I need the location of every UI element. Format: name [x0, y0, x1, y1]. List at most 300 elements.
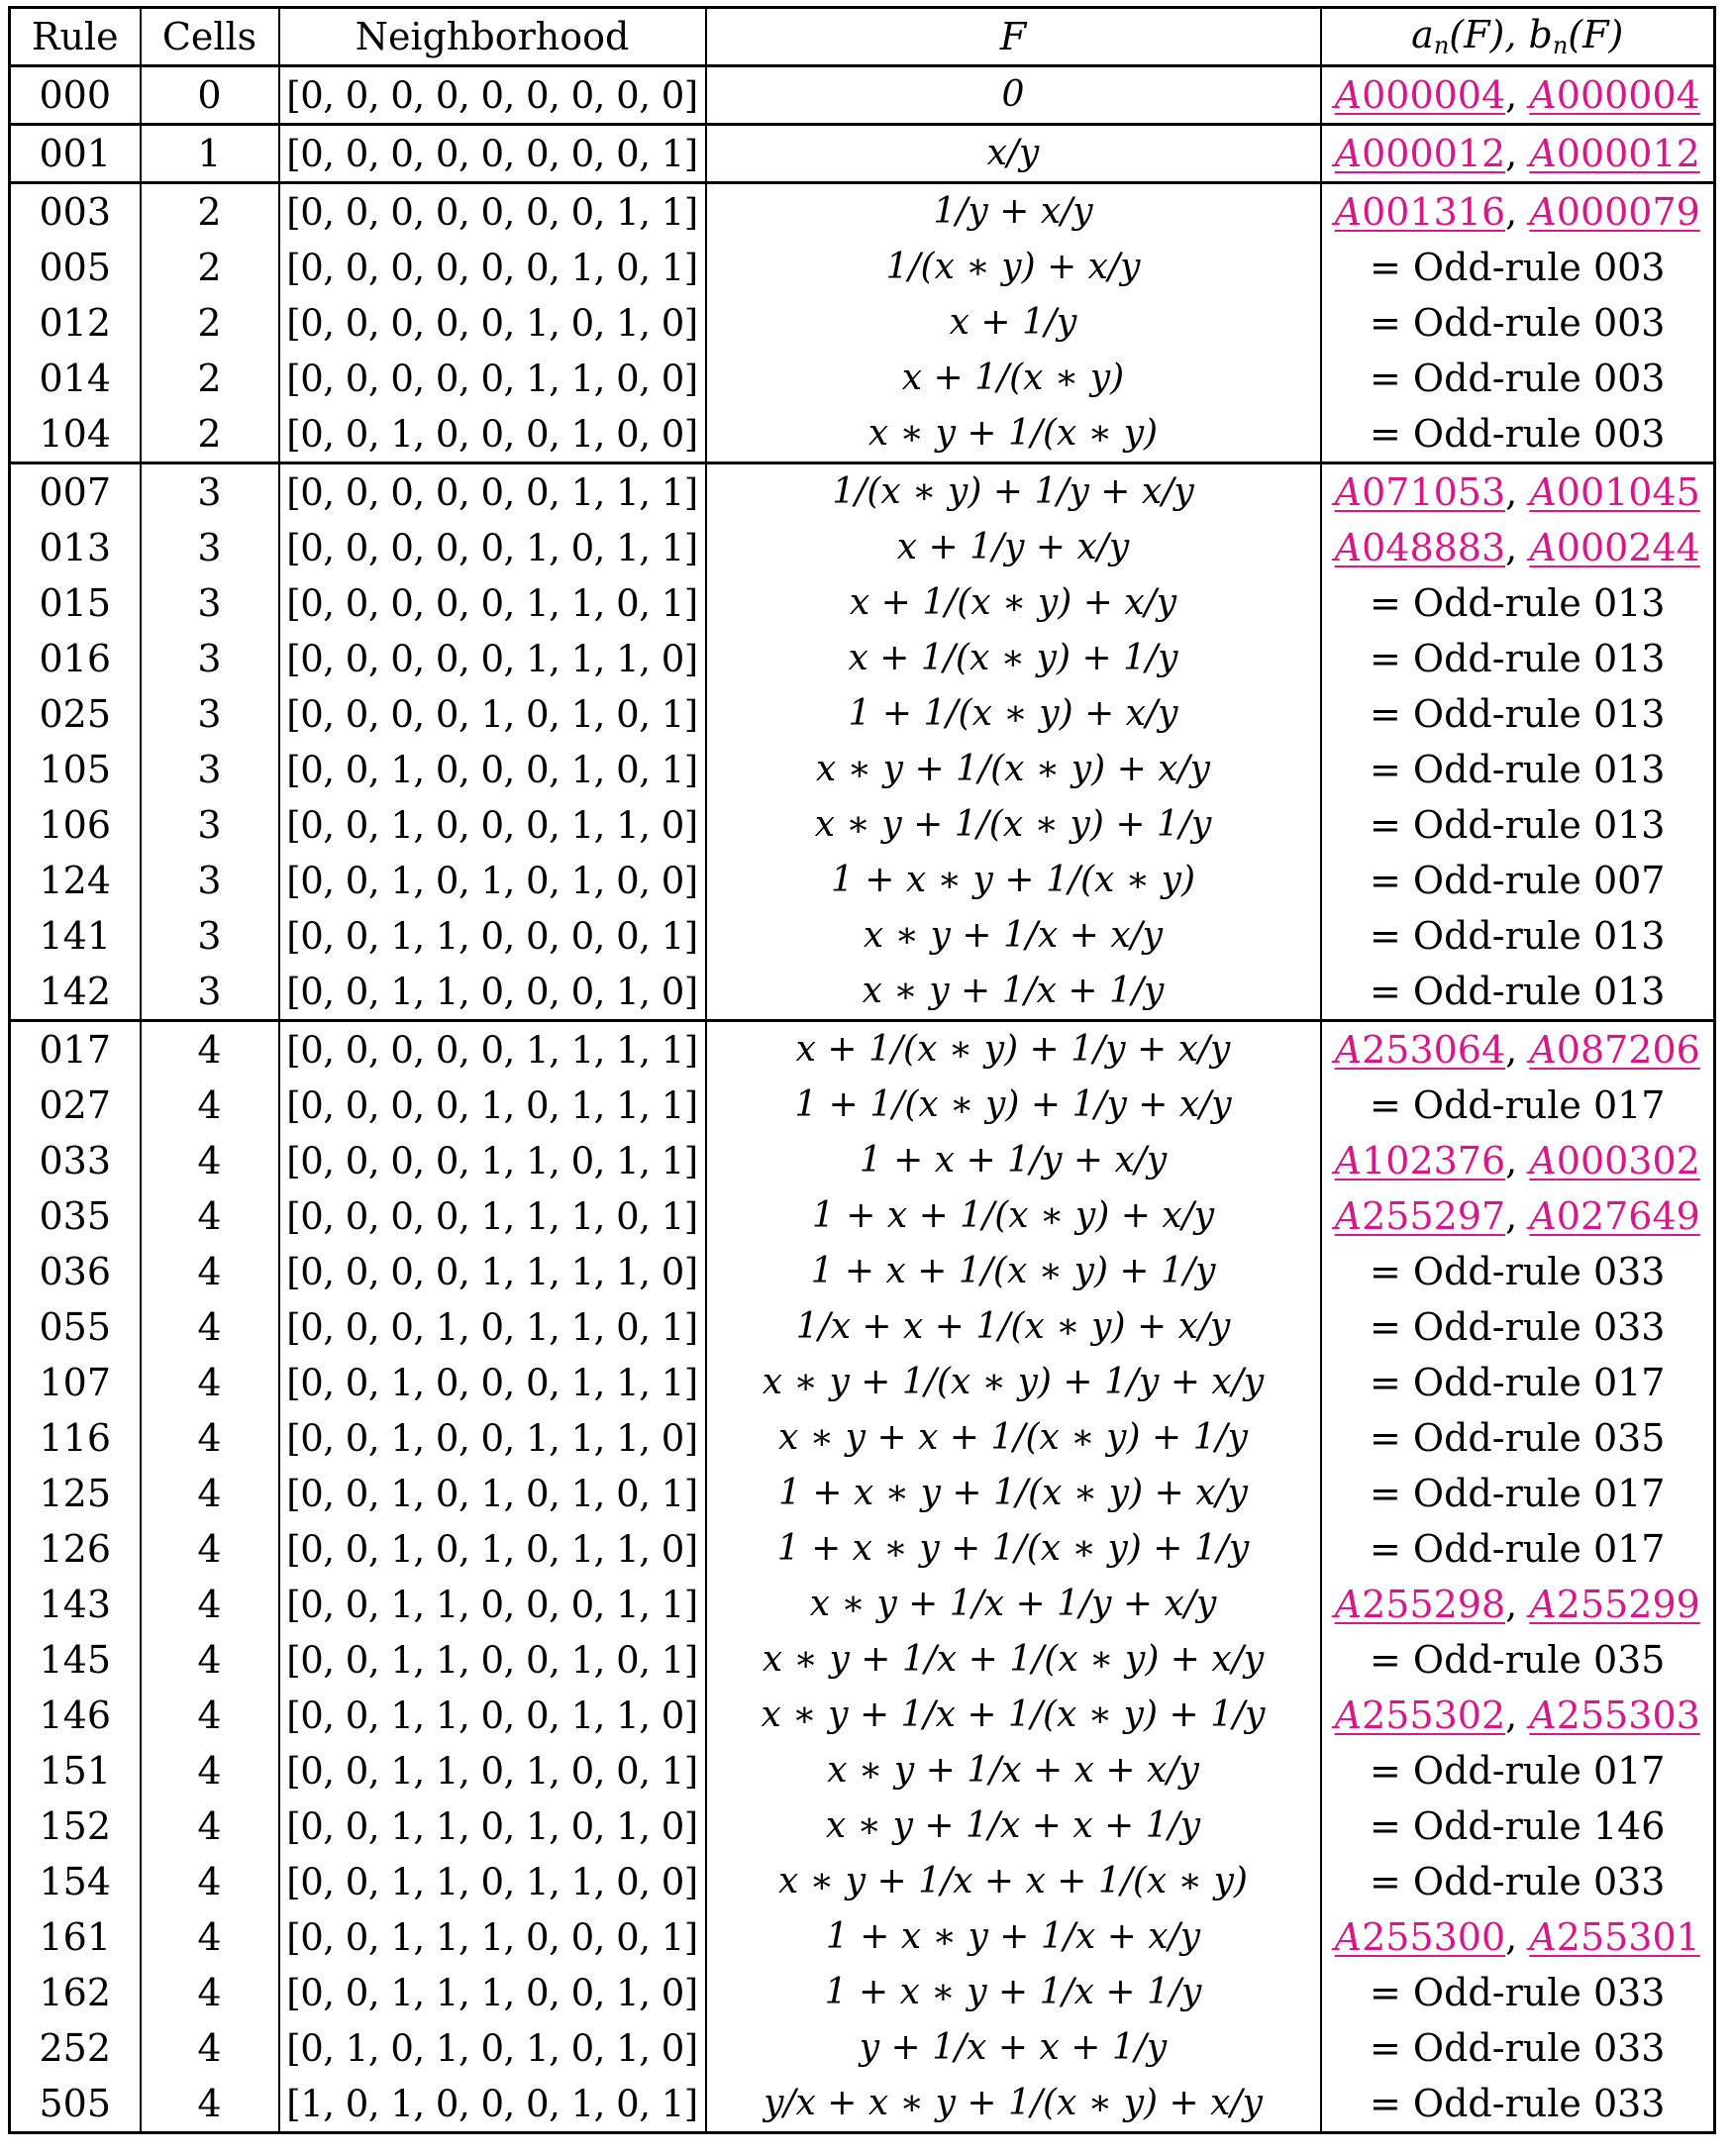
cells-count-cell: 4 [141, 2076, 279, 2133]
oeis-link-b[interactable] [1529, 190, 1700, 234]
cells-count-cell: 4 [141, 1133, 279, 1188]
formula-cell: x ∗ y + 1/x + 1/(x ∗ y) + 1/y [706, 1688, 1321, 1743]
seq-number: 255301 [1556, 1915, 1700, 1959]
table-row [10, 1078, 1715, 1133]
equivalence-cell: = Odd-rule 017 [1321, 1521, 1715, 1577]
seq-separator: , [1505, 1139, 1530, 1182]
formula-cell: x/y [706, 125, 1321, 183]
seq-number: 255300 [1362, 1915, 1506, 1959]
header-f: F [706, 8, 1321, 66]
neighborhood-cell: [0, 0, 1, 0, 0, 0, 1, 0, 0] [279, 406, 706, 463]
rule-cell: 027 [10, 1078, 141, 1133]
cells-count-cell: 4 [141, 1078, 279, 1133]
neighborhood-cell: [0, 0, 0, 0, 0, 1, 0, 1, 1] [279, 520, 706, 575]
header-rule: Rule [10, 8, 141, 66]
seq-prefix: A [1529, 1583, 1557, 1626]
formula-cell: x + 1/y [706, 295, 1321, 351]
formula-cell: x ∗ y + 1/x + x + x/y [706, 1743, 1321, 1798]
seq-separator: , [1505, 132, 1530, 175]
oeis-link-b[interactable] [1529, 1194, 1700, 1238]
table-row [10, 183, 1715, 241]
header-cells: Cells [141, 8, 279, 66]
seq-prefix: A [1334, 1194, 1363, 1238]
seq-number: 000244 [1556, 526, 1700, 569]
rule-cell: 105 [10, 742, 141, 797]
formula-cell: x ∗ y + 1/x + 1/y + x/y [706, 1577, 1321, 1632]
equivalence-cell: = Odd-rule 007 [1321, 853, 1715, 908]
table-row [10, 853, 1715, 908]
seq-separator: , [1505, 1583, 1530, 1626]
neighborhood-cell: [0, 0, 0, 1, 0, 1, 1, 0, 1] [279, 1299, 706, 1355]
seq-separator: , [1505, 470, 1530, 514]
table-row [10, 1188, 1715, 1244]
neighborhood-cell: [0, 0, 1, 0, 0, 0, 1, 1, 0] [279, 797, 706, 853]
cells-count-cell: 4 [141, 1355, 279, 1410]
cells-count-cell: 4 [141, 1299, 279, 1355]
table-row [10, 1688, 1715, 1743]
table-header-row [10, 8, 1715, 66]
cells-count-cell: 4 [141, 1577, 279, 1632]
equivalence-cell: = Odd-rule 013 [1321, 742, 1715, 797]
seq-prefix: A [1529, 1028, 1557, 1072]
cells-count-cell: 4 [141, 1632, 279, 1688]
cells-count-cell: 4 [141, 2020, 279, 2076]
sequence-cell [1321, 1188, 1715, 1244]
equivalence-cell: = Odd-rule 033 [1321, 2076, 1715, 2133]
table-row [10, 2020, 1715, 2076]
formula-cell: 1 + x + 1/(x ∗ y) + x/y [706, 1188, 1321, 1244]
oeis-link-b[interactable] [1529, 1139, 1700, 1182]
table-row [10, 1410, 1715, 1466]
formula-cell: x ∗ y + 1/x + x + 1/(x ∗ y) [706, 1854, 1321, 1909]
rule-cell: 161 [10, 1909, 141, 1965]
rule-cell: 055 [10, 1299, 141, 1355]
oeis-link-b[interactable] [1529, 1694, 1700, 1737]
table-row [10, 2076, 1715, 2133]
rule-cell: 015 [10, 575, 141, 631]
sequence-cell [1321, 463, 1715, 521]
formula-cell: x ∗ y + 1/x + x/y [706, 908, 1321, 964]
formula-cell: 1 + x ∗ y + 1/(x ∗ y) + 1/y [706, 1521, 1321, 1577]
table-row [10, 351, 1715, 406]
cells-count-cell: 3 [141, 686, 279, 742]
table-row [10, 1021, 1715, 1078]
header-a-arg: (F), [1449, 13, 1529, 56]
rule-cell: 007 [10, 463, 141, 521]
oeis-link-a[interactable] [1335, 526, 1506, 569]
oeis-link-b[interactable] [1529, 73, 1700, 117]
formula-cell: 1 + x ∗ y + 1/x + 1/y [706, 1965, 1321, 2020]
oeis-link-a[interactable] [1335, 1583, 1506, 1626]
neighborhood-cell: [0, 0, 0, 0, 0, 0, 1, 1, 1] [279, 463, 706, 521]
seq-number: 001316 [1362, 190, 1506, 234]
table-row [10, 1798, 1715, 1854]
cells-count-cell: 3 [141, 908, 279, 964]
table-row [10, 1909, 1715, 1965]
equivalence-cell: = Odd-rule 013 [1321, 686, 1715, 742]
equivalence-cell: = Odd-rule 033 [1321, 1299, 1715, 1355]
seq-number: 255298 [1362, 1583, 1506, 1626]
seq-number: 253064 [1362, 1028, 1506, 1072]
rule-cell: 104 [10, 406, 141, 463]
equivalence-cell: = Odd-rule 013 [1321, 575, 1715, 631]
cells-count-cell: 1 [141, 125, 279, 183]
neighborhood-cell: [0, 0, 0, 0, 1, 0, 1, 1, 1] [279, 1078, 706, 1133]
formula-cell: x + 1/(x ∗ y) [706, 351, 1321, 406]
cells-count-cell: 4 [141, 1743, 279, 1798]
table-row [10, 797, 1715, 853]
neighborhood-cell: [0, 0, 1, 0, 1, 0, 1, 0, 0] [279, 853, 706, 908]
rule-cell: 017 [10, 1021, 141, 1078]
table-row [10, 1521, 1715, 1577]
seq-prefix: A [1334, 470, 1363, 514]
table-row [10, 406, 1715, 463]
seq-prefix: A [1529, 73, 1557, 117]
seq-number: 000079 [1556, 190, 1700, 234]
seq-prefix: A [1334, 526, 1363, 569]
seq-prefix: A [1334, 132, 1363, 175]
neighborhood-cell: [0, 0, 0, 0, 0, 1, 1, 1, 1] [279, 1021, 706, 1078]
cells-count-cell: 4 [141, 1466, 279, 1521]
formula-cell: 1 + x + 1/(x ∗ y) + 1/y [706, 1244, 1321, 1299]
formula-cell: 1 + x + 1/y + x/y [706, 1133, 1321, 1188]
seq-number: 027649 [1556, 1194, 1700, 1238]
table-row [10, 520, 1715, 575]
seq-number: 001045 [1556, 470, 1700, 514]
table-row [10, 964, 1715, 1021]
equivalence-cell: = Odd-rule 017 [1321, 1355, 1715, 1410]
seq-number: 255302 [1362, 1694, 1506, 1737]
neighborhood-cell: [0, 0, 0, 0, 1, 1, 1, 1, 0] [279, 1244, 706, 1299]
formula-cell: x + 1/(x ∗ y) + 1/y + x/y [706, 1021, 1321, 1078]
rule-cell: 252 [10, 2020, 141, 2076]
sequence-cell [1321, 183, 1715, 241]
rule-cell: 016 [10, 631, 141, 686]
cells-count-cell: 4 [141, 1188, 279, 1244]
neighborhood-cell: [0, 0, 1, 1, 0, 1, 1, 0, 0] [279, 1854, 706, 1909]
table-row [10, 295, 1715, 351]
cells-count-cell: 4 [141, 1854, 279, 1909]
neighborhood-cell: [0, 0, 0, 0, 1, 1, 0, 1, 1] [279, 1133, 706, 1188]
formula-cell: x ∗ y + 1/(x ∗ y) [706, 406, 1321, 463]
formula-cell: 1 + x ∗ y + 1/(x ∗ y) [706, 853, 1321, 908]
seq-number: 255299 [1556, 1583, 1700, 1626]
rule-cell: 036 [10, 1244, 141, 1299]
equivalence-cell: = Odd-rule 033 [1321, 1965, 1715, 2020]
formula-cell: x ∗ y + 1/(x ∗ y) + 1/y + x/y [706, 1355, 1321, 1410]
neighborhood-cell: [0, 0, 0, 0, 0, 0, 0, 0, 0] [279, 66, 706, 125]
formula-cell: y + 1/x + x + 1/y [706, 2020, 1321, 2076]
table-row [10, 1577, 1715, 1632]
rule-cell: 154 [10, 1854, 141, 1909]
equivalence-cell: = Odd-rule 003 [1321, 295, 1715, 351]
seq-number: 087206 [1556, 1028, 1700, 1072]
cells-count-cell: 3 [141, 520, 279, 575]
neighborhood-cell: [0, 0, 1, 0, 0, 1, 1, 1, 0] [279, 1410, 706, 1466]
header-neighborhood: Neighborhood [279, 8, 706, 66]
table-row [10, 463, 1715, 521]
table-row [10, 1466, 1715, 1521]
cells-count-cell: 2 [141, 406, 279, 463]
equivalence-cell: = Odd-rule 033 [1321, 2020, 1715, 2076]
rule-cell: 141 [10, 908, 141, 964]
sequence-cell [1321, 66, 1715, 125]
neighborhood-cell: [0, 0, 1, 1, 1, 0, 0, 0, 1] [279, 1909, 706, 1965]
equivalence-cell: = Odd-rule 033 [1321, 1854, 1715, 1909]
table-row [10, 1743, 1715, 1798]
neighborhood-cell: [0, 0, 1, 1, 0, 0, 1, 0, 1] [279, 1632, 706, 1688]
formula-cell: x ∗ y + 1/x + 1/(x ∗ y) + x/y [706, 1632, 1321, 1688]
formula-cell: 1/y + x/y [706, 183, 1321, 241]
table-row [10, 1355, 1715, 1410]
seq-number: 255297 [1362, 1194, 1506, 1238]
neighborhood-cell: [0, 0, 0, 0, 0, 1, 1, 0, 0] [279, 351, 706, 406]
neighborhood-cell: [0, 0, 0, 0, 1, 1, 1, 0, 1] [279, 1188, 706, 1244]
oeis-link-a[interactable] [1335, 470, 1506, 514]
neighborhood-cell: [0, 0, 1, 1, 0, 1, 0, 1, 0] [279, 1798, 706, 1854]
seq-prefix: A [1529, 190, 1557, 234]
table-row [10, 240, 1715, 295]
seq-separator: , [1505, 1915, 1530, 1959]
oeis-link-a[interactable] [1335, 1194, 1506, 1238]
neighborhood-cell: [0, 0, 1, 1, 0, 0, 1, 1, 0] [279, 1688, 706, 1743]
formula-cell: 1 + x ∗ y + 1/(x ∗ y) + x/y [706, 1466, 1321, 1521]
rule-cell: 003 [10, 183, 141, 241]
oeis-link-a[interactable] [1335, 1915, 1506, 1959]
header-a-subscript: n [1433, 32, 1450, 59]
oeis-link-a[interactable] [1335, 1694, 1506, 1737]
formula-cell: 1/(x ∗ y) + 1/y + x/y [706, 463, 1321, 521]
neighborhood-cell: [0, 1, 0, 1, 0, 1, 0, 1, 0] [279, 2020, 706, 2076]
equivalence-cell: = Odd-rule 013 [1321, 631, 1715, 686]
header-sequences [1321, 8, 1715, 66]
cells-count-cell: 2 [141, 240, 279, 295]
cells-count-cell: 4 [141, 1965, 279, 2020]
seq-prefix: A [1334, 1915, 1363, 1959]
neighborhood-cell: [0, 0, 1, 1, 0, 1, 0, 0, 1] [279, 1743, 706, 1798]
cells-count-cell: 4 [141, 1521, 279, 1577]
oeis-link-b[interactable] [1529, 1028, 1700, 1072]
rule-cell: 124 [10, 853, 141, 908]
equivalence-cell: = Odd-rule 017 [1321, 1466, 1715, 1521]
rule-cell: 143 [10, 1577, 141, 1632]
seq-prefix: A [1529, 1194, 1557, 1238]
equivalence-cell: = Odd-rule 035 [1321, 1410, 1715, 1466]
cells-count-cell: 0 [141, 66, 279, 125]
cells-count-cell: 4 [141, 1688, 279, 1743]
odd-rule-table [8, 6, 1716, 2134]
seq-prefix: A [1334, 1139, 1363, 1182]
formula-cell: x ∗ y + x + 1/(x ∗ y) + 1/y [706, 1410, 1321, 1466]
rule-cell: 107 [10, 1355, 141, 1410]
seq-prefix: A [1529, 526, 1557, 569]
sequence-cell [1321, 125, 1715, 183]
seq-number: 102376 [1362, 1139, 1506, 1182]
cells-count-cell: 3 [141, 853, 279, 908]
equivalence-cell: = Odd-rule 033 [1321, 1244, 1715, 1299]
formula-cell: 0 [706, 66, 1321, 125]
cells-count-cell: 3 [141, 575, 279, 631]
sequence-cell [1321, 1909, 1715, 1965]
formula-cell: x ∗ y + 1/(x ∗ y) + x/y [706, 742, 1321, 797]
neighborhood-cell: [0, 0, 0, 0, 0, 1, 0, 1, 0] [279, 295, 706, 351]
table-row [10, 742, 1715, 797]
cells-count-cell: 4 [141, 1909, 279, 1965]
equivalence-cell: = Odd-rule 013 [1321, 797, 1715, 853]
seq-separator: , [1505, 1028, 1530, 1072]
equivalence-cell: = Odd-rule 013 [1321, 964, 1715, 1021]
seq-number: 000012 [1556, 132, 1700, 175]
table-row [10, 908, 1715, 964]
cells-count-cell: 3 [141, 964, 279, 1021]
neighborhood-cell: [0, 0, 0, 0, 0, 1, 1, 1, 0] [279, 631, 706, 686]
sequence-cell [1321, 520, 1715, 575]
seq-prefix: A [1529, 132, 1557, 175]
neighborhood-cell: [0, 0, 1, 1, 0, 0, 0, 1, 0] [279, 964, 706, 1021]
rule-cell: 152 [10, 1798, 141, 1854]
seq-prefix: A [1334, 1694, 1363, 1737]
sequence-cell [1321, 1577, 1715, 1632]
neighborhood-cell: [0, 0, 0, 0, 0, 0, 0, 0, 1] [279, 125, 706, 183]
formula-cell: x ∗ y + 1/x + x + 1/y [706, 1798, 1321, 1854]
table-row [10, 575, 1715, 631]
formula-cell: x ∗ y + 1/x + 1/y [706, 964, 1321, 1021]
seq-number: 000012 [1362, 132, 1506, 175]
rule-cell: 142 [10, 964, 141, 1021]
neighborhood-cell: [0, 0, 1, 0, 0, 0, 1, 0, 1] [279, 742, 706, 797]
cells-count-cell: 3 [141, 463, 279, 521]
header-b-arg: (F) [1568, 13, 1624, 56]
neighborhood-cell: [0, 0, 0, 0, 1, 0, 1, 0, 1] [279, 686, 706, 742]
equivalence-cell: = Odd-rule 003 [1321, 240, 1715, 295]
cells-count-cell: 2 [141, 295, 279, 351]
header-a: a [1411, 13, 1434, 56]
cells-count-cell: 2 [141, 351, 279, 406]
rule-cell: 033 [10, 1133, 141, 1188]
formula-cell: 1 + x ∗ y + 1/x + x/y [706, 1909, 1321, 1965]
rule-cell: 505 [10, 2076, 141, 2133]
seq-prefix: A [1529, 470, 1557, 514]
rule-cell: 125 [10, 1466, 141, 1521]
table-row [10, 1632, 1715, 1688]
cells-count-cell: 4 [141, 1798, 279, 1854]
equivalence-cell: = Odd-rule 003 [1321, 351, 1715, 406]
seq-prefix: A [1529, 1915, 1557, 1959]
rule-cell: 005 [10, 240, 141, 295]
neighborhood-cell: [0, 0, 0, 0, 0, 1, 1, 0, 1] [279, 575, 706, 631]
header-b-subscript: n [1552, 32, 1569, 59]
table-row [10, 1965, 1715, 2020]
rule-cell: 151 [10, 1743, 141, 1798]
formula-cell: 1 + 1/(x ∗ y) + 1/y + x/y [706, 1078, 1321, 1133]
oeis-link-a[interactable] [1335, 1028, 1506, 1072]
seq-number: 000004 [1556, 73, 1700, 117]
seq-separator: , [1505, 190, 1530, 234]
cells-count-cell: 4 [141, 1244, 279, 1299]
neighborhood-cell: [0, 0, 0, 0, 0, 0, 1, 0, 1] [279, 240, 706, 295]
seq-prefix: A [1334, 73, 1363, 117]
cells-count-cell: 4 [141, 1021, 279, 1078]
formula-cell: y/x + x ∗ y + 1/(x ∗ y) + x/y [706, 2076, 1321, 2133]
equivalence-cell: = Odd-rule 017 [1321, 1743, 1715, 1798]
sequence-cell [1321, 1133, 1715, 1188]
seq-prefix: A [1529, 1139, 1557, 1182]
seq-separator: , [1505, 1694, 1530, 1737]
neighborhood-cell: [1, 0, 1, 0, 0, 0, 1, 0, 1] [279, 2076, 706, 2133]
table-row [10, 1299, 1715, 1355]
equivalence-cell: = Odd-rule 003 [1321, 406, 1715, 463]
seq-number: 000004 [1362, 73, 1506, 117]
seq-number: 000302 [1556, 1139, 1700, 1182]
formula-cell: 1 + 1/(x ∗ y) + x/y [706, 686, 1321, 742]
cells-count-cell: 3 [141, 631, 279, 686]
rule-cell: 000 [10, 66, 141, 125]
table-row [10, 631, 1715, 686]
rule-cell: 162 [10, 1965, 141, 2020]
oeis-link-a[interactable] [1335, 1139, 1506, 1182]
rule-cell: 146 [10, 1688, 141, 1743]
rule-cell: 013 [10, 520, 141, 575]
sequence-cell [1321, 1021, 1715, 1078]
rule-cell: 116 [10, 1410, 141, 1466]
table-row [10, 686, 1715, 742]
header-b: b [1528, 13, 1553, 56]
rule-cell: 012 [10, 295, 141, 351]
seq-prefix: A [1529, 1694, 1557, 1737]
sequence-cell [1321, 1688, 1715, 1743]
rule-cell: 014 [10, 351, 141, 406]
neighborhood-cell: [0, 0, 0, 0, 0, 0, 0, 1, 1] [279, 183, 706, 241]
seq-prefix: A [1334, 1028, 1363, 1072]
rule-cell: 126 [10, 1521, 141, 1577]
rule-cell: 025 [10, 686, 141, 742]
oeis-link-a[interactable] [1335, 73, 1506, 117]
oeis-link-b[interactable] [1529, 470, 1700, 514]
seq-number: 048883 [1362, 526, 1506, 569]
neighborhood-cell: [0, 0, 1, 1, 1, 0, 0, 1, 0] [279, 1965, 706, 2020]
oeis-link-b[interactable] [1529, 1915, 1700, 1959]
oeis-link-a[interactable] [1335, 190, 1506, 234]
seq-number: 071053 [1362, 470, 1506, 514]
seq-separator: , [1505, 1194, 1530, 1238]
oeis-link-b[interactable] [1529, 132, 1700, 175]
neighborhood-cell: [0, 0, 1, 0, 0, 0, 1, 1, 1] [279, 1355, 706, 1410]
table-row [10, 1133, 1715, 1188]
cells-count-cell: 2 [141, 183, 279, 241]
oeis-link-a[interactable] [1335, 132, 1506, 175]
formula-cell: x ∗ y + 1/(x ∗ y) + 1/y [706, 797, 1321, 853]
oeis-link-b[interactable] [1529, 1583, 1700, 1626]
neighborhood-cell: [0, 0, 1, 0, 1, 0, 1, 0, 1] [279, 1466, 706, 1521]
equivalence-cell: = Odd-rule 035 [1321, 1632, 1715, 1688]
rule-cell: 035 [10, 1188, 141, 1244]
cells-count-cell: 3 [141, 742, 279, 797]
oeis-link-b[interactable] [1529, 526, 1700, 569]
equivalence-cell: = Odd-rule 146 [1321, 1798, 1715, 1854]
neighborhood-cell: [0, 0, 1, 0, 1, 0, 1, 1, 0] [279, 1521, 706, 1577]
seq-number: 255303 [1556, 1694, 1700, 1737]
seq-separator: , [1505, 526, 1530, 569]
formula-cell: x + 1/(x ∗ y) + 1/y [706, 631, 1321, 686]
seq-separator: , [1505, 73, 1530, 117]
table-row [10, 125, 1715, 183]
table-row [10, 66, 1715, 125]
seq-prefix: A [1334, 1583, 1363, 1626]
cells-count-cell: 4 [141, 1410, 279, 1466]
table-row [10, 1854, 1715, 1909]
table-body [10, 66, 1715, 2133]
equivalence-cell: = Odd-rule 013 [1321, 908, 1715, 964]
